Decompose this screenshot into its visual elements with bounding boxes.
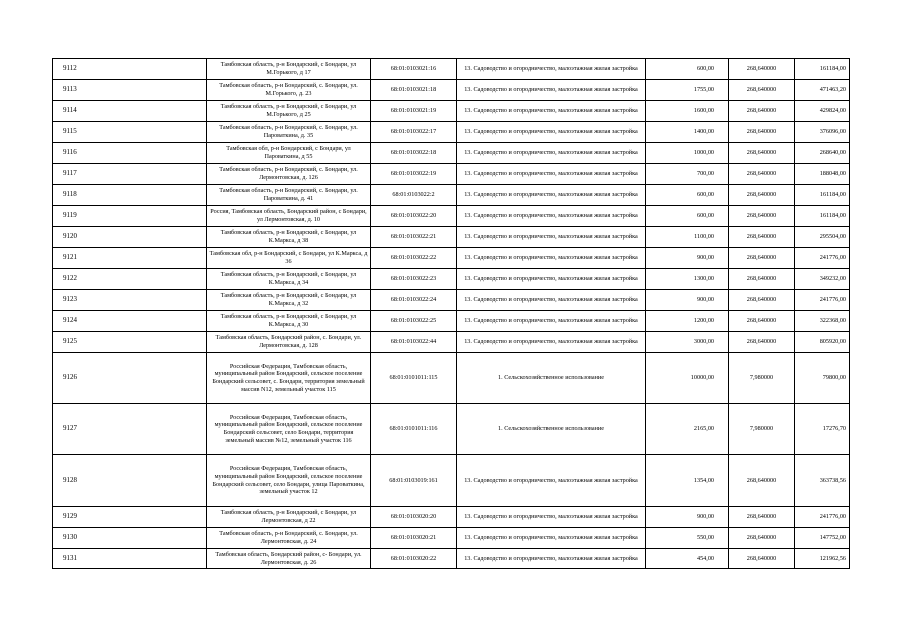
cadastral-number-cell: 68:01:0101011:116 [371, 404, 457, 455]
cadastral-value-cell: 241776,00 [795, 248, 850, 269]
rate-cell: 268,640000 [729, 290, 795, 311]
table-row [53, 206, 850, 227]
row-number: 9117 [53, 164, 207, 185]
cadastral-value-cell: 161184,00 [795, 185, 850, 206]
rate-cell: 268,640000 [729, 227, 795, 248]
cadastral-number-cell: 68:01:0103022:44 [371, 332, 457, 353]
land-use-cell: 13. Садоводство и огородничество, малоэтажная жилая застройка [457, 101, 646, 122]
cadastral-value-cell: 121962,56 [795, 549, 850, 569]
address-cell: Россия, Тамбовская область, Бондарский район, с Бондари, ул Лермонтовская, д. 10 [207, 206, 371, 227]
cadastral-number-cell: 68:01:0103022:25 [371, 311, 457, 332]
cadastral-number-cell: 68:01:0103022:18 [371, 143, 457, 164]
row-number: 9119 [53, 206, 207, 227]
address-cell: Тамбовская область, р-н Бондарский, с Бондари, ул М.Горького, д 17 [207, 59, 371, 80]
area-cell: 1300,00 [646, 269, 729, 290]
area-cell: 1200,00 [646, 311, 729, 332]
table-row [53, 455, 850, 507]
area-cell: 600,00 [646, 206, 729, 227]
row-number: 9113 [53, 80, 207, 101]
area-cell: 3000,00 [646, 332, 729, 353]
rate-cell: 268,640000 [729, 269, 795, 290]
cadastral-number-cell: 68:01:0103022:20 [371, 206, 457, 227]
land-use-cell: 13. Садоводство и огородничество, малоэтажная жилая застройка [457, 164, 646, 185]
rate-cell: 268,640000 [729, 101, 795, 122]
land-use-cell: 13. Садоводство и огородничество, малоэтажная жилая застройка [457, 528, 646, 549]
table-row [53, 164, 850, 185]
cadastral-number-cell: 68:01:0103022:19 [371, 164, 457, 185]
row-number: 9128 [53, 455, 207, 507]
row-number: 9112 [53, 59, 207, 80]
cadastral-number-cell: 68:01:0103020:22 [371, 549, 457, 569]
area-cell: 900,00 [646, 507, 729, 528]
row-number: 9114 [53, 101, 207, 122]
table-row [53, 269, 850, 290]
cadastral-value-cell: 188048,00 [795, 164, 850, 185]
area-cell: 454,00 [646, 549, 729, 569]
land-use-cell: 13. Садоводство и огородничество, малоэтажная жилая застройка [457, 332, 646, 353]
address-cell: Тамбовская область, р-н Бондарский, с. Бондари, ул. Пароваткина, д. 41 [207, 185, 371, 206]
cadastral-number-cell: 68:01:0103022:22 [371, 248, 457, 269]
land-use-cell: 13. Садоводство и огородничество, малоэтажная жилая застройка [457, 311, 646, 332]
rate-cell: 268,640000 [729, 143, 795, 164]
table-row [53, 248, 850, 269]
document-page [52, 58, 850, 569]
land-use-cell: 13. Садоводство и огородничество, малоэтажная жилая застройка [457, 206, 646, 227]
row-number: 9116 [53, 143, 207, 164]
address-cell: Российская Федерация, Тамбовская область, муниципальный район Бондарский, сельское поселение Бондарский сельсовет, с. Бондари, территория земельный массив N12, земельный участок 115 [207, 353, 371, 404]
cadastral-value-cell: 363738,56 [795, 455, 850, 507]
row-number: 9129 [53, 507, 207, 528]
land-use-cell: 13. Садоводство и огородничество, малоэтажная жилая застройка [457, 248, 646, 269]
address-cell: Российская Федерация, Тамбовская область, муниципальный район Бондарский, сельское поселение Бондарский сельсовет, село Бондари, улица Пароваткина, земельный участок 12 [207, 455, 371, 507]
row-number: 9121 [53, 248, 207, 269]
cadastral-number-cell: 68:01:0103022:21 [371, 227, 457, 248]
area-cell: 1100,00 [646, 227, 729, 248]
address-cell: Тамбовская область, р-н Бондарский, с Бондари, ул К.Маркса, д 38 [207, 227, 371, 248]
row-number: 9115 [53, 122, 207, 143]
rate-cell: 268,640000 [729, 248, 795, 269]
land-plot-table [52, 58, 850, 569]
table-body [53, 59, 850, 569]
cadastral-number-cell: 68:01:0103021:18 [371, 80, 457, 101]
land-use-cell: 13. Садоводство и огородничество, малоэтажная жилая застройка [457, 269, 646, 290]
table-row [53, 80, 850, 101]
area-cell: 550,00 [646, 528, 729, 549]
row-number: 9122 [53, 269, 207, 290]
rate-cell: 268,640000 [729, 332, 795, 353]
row-number: 9131 [53, 549, 207, 569]
land-use-cell: 13. Садоводство и огородничество, малоэтажная жилая застройка [457, 143, 646, 164]
rate-cell: 268,640000 [729, 164, 795, 185]
cadastral-number-cell: 68:01:0103020:21 [371, 528, 457, 549]
table-row [53, 353, 850, 404]
address-cell: Тамбовская область, Бондарский район, с- Бондари, ул. Лермонтовская, д. 26 [207, 549, 371, 569]
row-number: 9125 [53, 332, 207, 353]
cadastral-value-cell: 161184,00 [795, 206, 850, 227]
table-row [53, 122, 850, 143]
cadastral-number-cell: 68:01:0103019:161 [371, 455, 457, 507]
land-use-cell: 13. Садоводство и огородничество, малоэтажная жилая застройка [457, 455, 646, 507]
land-use-cell: 13. Садоводство и огородничество, малоэтажная жилая застройка [457, 122, 646, 143]
area-cell: 700,00 [646, 164, 729, 185]
table-row [53, 528, 850, 549]
cadastral-number-cell: 68:01:0103021:16 [371, 59, 457, 80]
cadastral-value-cell: 471463,20 [795, 80, 850, 101]
rate-cell: 268,640000 [729, 528, 795, 549]
cadastral-value-cell: 376096,00 [795, 122, 850, 143]
address-cell: Российская Федерация, Тамбовская область, муниципальный район Бондарский, сельское поселение Бондарский сельсовет, село Бондари, территория земельный массив №12, земельный участок 116 [207, 404, 371, 455]
table-row [53, 101, 850, 122]
address-cell: Тамбовская область, р-н Бондарский, с. Бондари, ул. Пароваткина, д. 35 [207, 122, 371, 143]
address-cell: Тамбовская область, р-н Бондарский, с. Бондари, ул. М.Горького, д. 23 [207, 80, 371, 101]
rate-cell: 7,980000 [729, 353, 795, 404]
area-cell: 1354,00 [646, 455, 729, 507]
cadastral-number-cell: 68:01:0103021:19 [371, 101, 457, 122]
table-row [53, 185, 850, 206]
land-use-cell: 13. Садоводство и огородничество, малоэтажная жилая застройка [457, 549, 646, 569]
row-number: 9123 [53, 290, 207, 311]
cadastral-number-cell: 68:01:0103022:17 [371, 122, 457, 143]
area-cell: 600,00 [646, 185, 729, 206]
land-use-cell: 13. Садоводство и огородничество, малоэтажная жилая застройка [457, 185, 646, 206]
address-cell: Тамбовская область, р-н Бондарский, с Бондари, ул К.Маркса, д 30 [207, 311, 371, 332]
cadastral-number-cell: 68:01:0103020:20 [371, 507, 457, 528]
row-number: 9127 [53, 404, 207, 455]
rate-cell: 268,640000 [729, 206, 795, 227]
area-cell: 1600,00 [646, 101, 729, 122]
rate-cell: 268,640000 [729, 122, 795, 143]
land-use-cell: 13. Садоводство и огородничество, малоэтажная жилая застройка [457, 290, 646, 311]
cadastral-number-cell: 68:01:0101011:115 [371, 353, 457, 404]
address-cell: Тамбовская область, Бондарский район, с. Бондари, ул. Лермонтовская, д. 128 [207, 332, 371, 353]
address-cell: Тамбовская область, р-н Бондарский, с. Бондари, ул. Лермонтовская, д. 24 [207, 528, 371, 549]
area-cell: 900,00 [646, 290, 729, 311]
address-cell: Тамбовская обл, р-н Бондарский, с Бондари, ул К.Маркса, д 36 [207, 248, 371, 269]
cadastral-value-cell: 349232,00 [795, 269, 850, 290]
area-cell: 900,00 [646, 248, 729, 269]
row-number: 9130 [53, 528, 207, 549]
table-row [53, 332, 850, 353]
cadastral-value-cell: 241776,00 [795, 507, 850, 528]
area-cell: 600,00 [646, 59, 729, 80]
address-cell: Тамбовская область, р-н Бондарский, с Бондари, ул М.Горького, д 25 [207, 101, 371, 122]
address-cell: Тамбовская обл, р-н Бондарский, с Бондари, ул Пароваткина, д 55 [207, 143, 371, 164]
cadastral-value-cell: 805920,00 [795, 332, 850, 353]
rate-cell: 268,640000 [729, 80, 795, 101]
land-use-cell: 13. Садоводство и огородничество, малоэтажная жилая застройка [457, 80, 646, 101]
land-use-cell: 13. Садоводство и огородничество, малоэтажная жилая застройка [457, 507, 646, 528]
cadastral-value-cell: 268640,00 [795, 143, 850, 164]
table-row [53, 311, 850, 332]
cadastral-value-cell: 322368,00 [795, 311, 850, 332]
rate-cell: 268,640000 [729, 455, 795, 507]
address-cell: Тамбовская область, р-н Бондарский, с. Бондари, ул. Лермонтовская, д. 126 [207, 164, 371, 185]
rate-cell: 268,640000 [729, 549, 795, 569]
land-use-cell: 1. Сельскохозяйственное использование [457, 404, 646, 455]
table-row [53, 404, 850, 455]
cadastral-number-cell: 68:01:0103022:23 [371, 269, 457, 290]
cadastral-value-cell: 241776,00 [795, 290, 850, 311]
land-use-cell: 13. Садоводство и огородничество, малоэтажная жилая застройка [457, 227, 646, 248]
table-row [53, 59, 850, 80]
area-cell: 1400,00 [646, 122, 729, 143]
rate-cell: 7,980000 [729, 404, 795, 455]
row-number: 9120 [53, 227, 207, 248]
area-cell: 1755,00 [646, 80, 729, 101]
land-use-cell: 13. Садоводство и огородничество, малоэтажная жилая застройка [457, 59, 646, 80]
cadastral-value-cell: 161184,00 [795, 59, 850, 80]
table-row [53, 549, 850, 569]
cadastral-number-cell: 68:01:0103022:24 [371, 290, 457, 311]
row-number: 9124 [53, 311, 207, 332]
table-row [53, 290, 850, 311]
address-cell: Тамбовская область, р-н Бондарский, с Бондари, ул К.Маркса, д 32 [207, 290, 371, 311]
rate-cell: 268,640000 [729, 185, 795, 206]
rate-cell: 268,640000 [729, 311, 795, 332]
cadastral-number-cell: 68:01:0103022:2 [371, 185, 457, 206]
area-cell: 1000,00 [646, 143, 729, 164]
cadastral-value-cell: 295504,00 [795, 227, 850, 248]
table-row [53, 143, 850, 164]
address-cell: Тамбовская область, р-н Бондарский, с Бондари, ул Лермонтовская, д 22 [207, 507, 371, 528]
land-use-cell: 1. Сельскохозяйственное использование [457, 353, 646, 404]
row-number: 9118 [53, 185, 207, 206]
rate-cell: 268,640000 [729, 507, 795, 528]
table-row [53, 227, 850, 248]
table-row [53, 507, 850, 528]
address-cell: Тамбовская область, р-н Бондарский, с Бондари, ул К.Маркса, д 34 [207, 269, 371, 290]
row-number: 9126 [53, 353, 207, 404]
rate-cell: 268,640000 [729, 59, 795, 80]
cadastral-value-cell: 17276,70 [795, 404, 850, 455]
cadastral-value-cell: 147752,00 [795, 528, 850, 549]
area-cell: 2165,00 [646, 404, 729, 455]
cadastral-value-cell: 79800,00 [795, 353, 850, 404]
cadastral-value-cell: 429824,00 [795, 101, 850, 122]
area-cell: 10000,00 [646, 353, 729, 404]
